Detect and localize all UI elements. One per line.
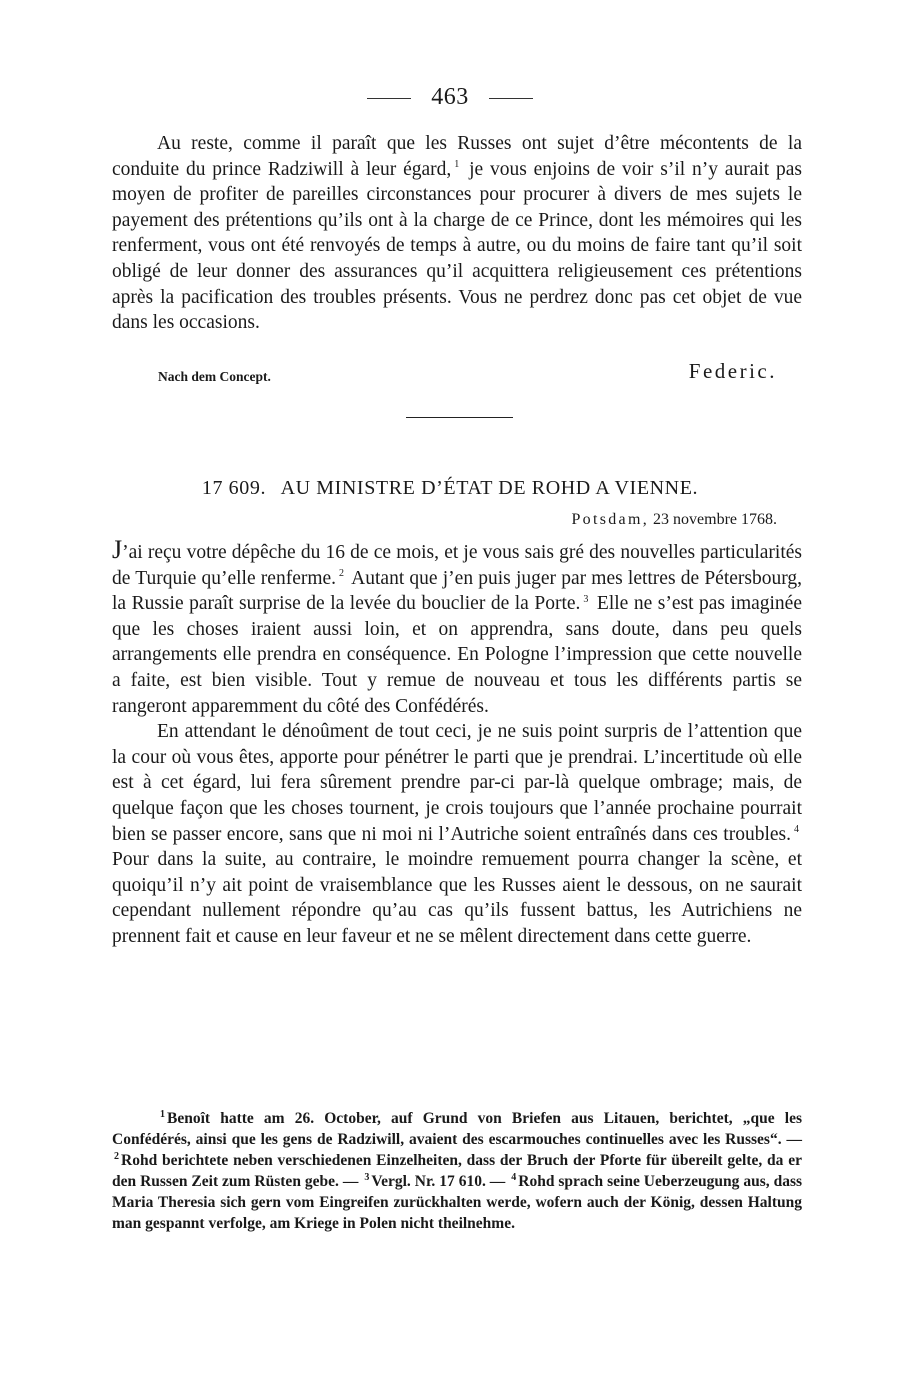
footnote-text: Rohd berichtete neben verschiedenen Einzelheiten, dass der Bruch der Pforte für übereilt gelte, da er den Russen Zeit zum Rüsten gebe. — <box>112 1152 802 1190</box>
paragraph-text: Pour dans la suite, au contraire, le moindre remuement pourra changer la scène, et quoiqu’il n’y ait point de vraisemblance que les Russes aient le dessous, on ne saurait cependant nullement répondre qu’au cas qu’ils fussent battus, les Autrichiens ne prennent fait et cause en leur faveur et ne se mêlent directement dans cette guerre. <box>112 849 802 947</box>
footnote-ref: 1 <box>454 159 460 171</box>
dateline <box>571 511 777 529</box>
signature: Federic. <box>688 359 777 383</box>
dateline-place: Potsdam, <box>571 511 650 528</box>
footnote-text: Vergl. Nr. 17 610. — <box>371 1173 506 1190</box>
letter-title: AU MINISTRE D’ÉTAT DE ROHD A VIENNE. <box>280 477 699 499</box>
header-dash-left <box>367 98 411 99</box>
footnote-text: Rohd sprach seine Ueberzeugung aus, dass Maria Theresia sich gern vom Eingreifen zurückhalten werde, wofern auch der König, dessen Haltung man gespannt verfolge, am Kriege in Polen nicht theilnehme. <box>112 1173 803 1232</box>
page-number: 463 <box>431 84 469 110</box>
letter-heading <box>0 477 900 500</box>
paragraph <box>112 719 802 949</box>
initial-letter: J <box>112 535 123 564</box>
letter-body <box>112 537 802 950</box>
signature-row <box>112 359 777 389</box>
footnote-text: Benoît hatte am 26. October, auf Grund von Briefen aus Litauen, berichtet, „que les Confédérés, ainsi que les gens de Radziwill, avaient des escarmouches continuelles avec les Russes“. — <box>112 1110 802 1148</box>
source-note: Nach dem Concept. <box>158 369 271 384</box>
paragraph-text: Elle ne s’est pas imaginée que les choses iraient aussi loin, et on apprendra, sans doute, dans peu quels arrangements elle prendra en conséquence. En Pologne l’impression que cette nouvelle a faite, est bien visible. Tout y remue de nouveau et tous les différents partis se rangeront apparemment du côté des Confédérés. <box>112 593 802 717</box>
previous-letter-ending <box>112 131 802 336</box>
letter-number: 17 609. <box>201 477 267 499</box>
paragraph-text: ’ai reçu votre dépêche du 16 de ce mois, et je vous sais gré des nouvelles particularités de Turquie qu’elle renferme. <box>112 542 802 589</box>
section-divider <box>406 417 513 418</box>
footnote-block <box>112 1108 802 1234</box>
footnote-number: 2 <box>114 1150 119 1162</box>
footnote-number: 1 <box>160 1108 165 1120</box>
footnotes <box>112 1108 802 1234</box>
paragraph-text: En attendant le dénoûment de tout ceci, je ne suis point surpris de l’attention que la cour où vous êtes, apporte pour pénétrer le parti que je prendrai. L’incertitude où elle est à cet égard, lui fera sûrement prendre par-ci par-là quelque ombrage; mais, de quelque façon que les choses tournent, je crois toujours que l’année prochaine pourrait bien se passer encore, sans que ni moi ni l’Autriche soient entraînés dans ces troubles. <box>112 721 802 845</box>
footnote-ref: 2 <box>339 568 345 580</box>
footnote-number: 4 <box>511 1171 517 1183</box>
paragraph <box>112 131 802 336</box>
footnote-number: 3 <box>364 1171 370 1183</box>
paragraph-text: Autant que j’en puis juger par mes lettres de Pétersbourg, la Russie paraît surprise de la levée du bouclier de la Porte. <box>112 567 802 615</box>
footnote-ref: 3 <box>583 593 589 605</box>
dateline-date: 23 novembre 1768. <box>653 511 777 528</box>
footnote-ref: 4 <box>794 824 799 836</box>
paragraph <box>112 537 802 719</box>
page-header <box>0 84 900 111</box>
header-dash-right <box>489 98 533 99</box>
paragraph-text: je vous enjoins de voir s’il n’y aurait pas moyen de profiter de pareilles circonstances pour procurer à divers de mes sujets le payement des prétentions qu’ils ont à la charge de ce Prince, dont les mémoires qui les renferment, vous ont été renvoyés de temps à autre, ou du moins de faire tant qu’il soit obligé de leur donner des assurances qu’il acquittera religieusement ces prétentions après la pacification des troubles présents. Vous ne perdrez donc pas cet objet de vue dans les occasions. <box>112 158 802 334</box>
paragraph-text: Au reste, comme il paraît que les Russes ont sujet d’être mécontents de la conduite du prince Radziwill à leur égard, <box>112 133 802 180</box>
